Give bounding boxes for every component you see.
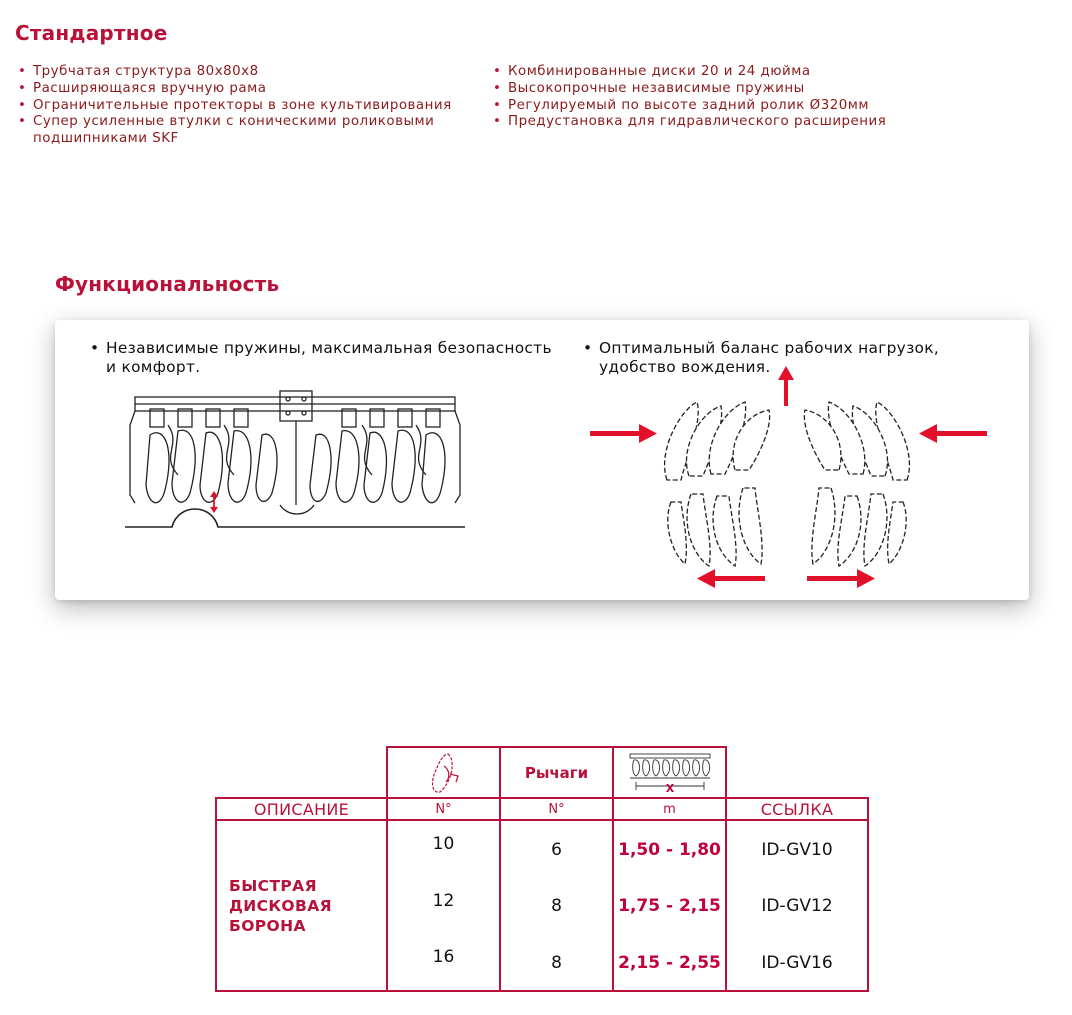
column-header-levers: N° [548,801,565,817]
row-1-width: 1,50 - 1,80 [618,840,721,860]
functionality-title: Функциональность [55,272,280,296]
row-3-levers: 8 [551,953,562,973]
row-2-discs: 12 [432,891,455,911]
list-item: • Супер усиленные втулки с коническими роликовыми подшипниками SKF [17,114,443,148]
column-header-description: ОПИСАНИЕ [253,799,350,819]
row-3-reference: ID-GV16 [761,953,833,973]
list-item: • Высокопрочные независимые пружины [492,81,972,98]
list-item: • Расширяющаяся вручную рама [17,81,467,98]
row-1-reference: ID-GV10 [761,840,833,860]
list-item: • Регулируемый по высоте задний ролик Ø320мм [492,98,972,115]
column-header-width: m [663,801,676,817]
standard-title: Стандартное [15,21,168,45]
product-description: БЫСТРАЯ ДИСКОВАЯ БОРОНА [229,877,332,935]
row-1-discs: 10 [432,834,455,854]
disc-icon [426,752,462,794]
row-2-levers: 8 [551,896,562,916]
harrow-width-icon [626,752,714,794]
row-3-width: 2,15 - 2,55 [618,953,721,973]
list-item: • Независимые пружины, максимальная безопасность и комфорт. [90,339,560,377]
row-2-width: 1,75 - 2,15 [618,896,721,916]
list-item: • Комбинированные диски 20 и 24 дюйма [492,64,972,81]
row-3-discs: 16 [432,947,455,967]
width-icon-label: X [665,782,675,795]
column-header-discs: N° [435,801,452,817]
list-item: • Оптимальный баланс рабочих нагрузок, удобство вождения. [583,339,963,377]
row-2-reference: ID-GV12 [761,896,833,916]
list-item: • Предустановка для гидравлического расширения [492,114,972,131]
row-1-levers: 6 [551,840,562,860]
list-item: • Трубчатая структура 80x80x8 [17,64,467,81]
list-item: • Ограничительные протекторы в зоне культивирования [17,98,467,115]
header-levers: Рычаги [524,763,589,782]
column-header-reference: ССЫЛКА [760,799,834,819]
